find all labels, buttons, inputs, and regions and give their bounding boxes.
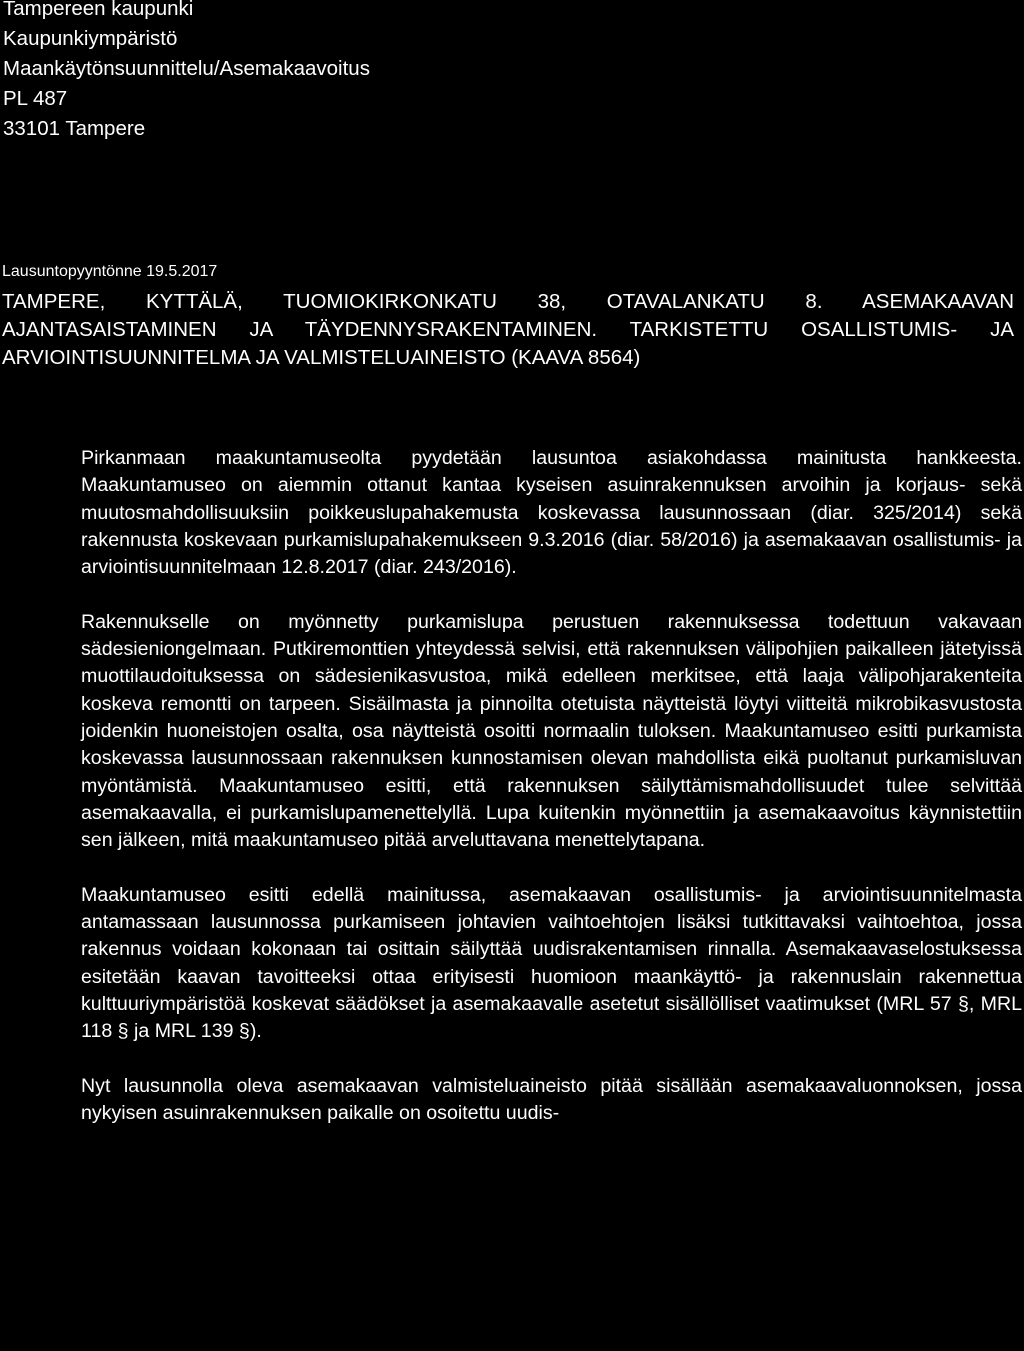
subject-title: TAMPERE, KYTTÄLÄ, TUOMIOKIRKONKATU 38, OTAVALANKATU 8. ASEMAKAAVAN AJANTASAISTAMINEN JA TÄYDENNYSRAKENTAMINEN. TARKISTETTU OSALLISTUMIS- JA ARVIOINTISUUNNITELMA JA VALMISTELUAINEISTO (KAAVA 8564) [2,290,1014,369]
address-line-organization: Tampereen kaupunki [3,0,194,20]
letter-body [81,445,1022,1155]
subject-block [2,261,1014,372]
recipient-address [3,0,370,144]
address-line-postal: 33101 Tampere [3,117,146,140]
request-reference: Lausuntopyyntönne 19.5.2017 [2,263,218,280]
body-paragraph: Rakennukselle on myönnetty purkamislupa perustuen rakennuksessa todettuun vakavaan sädesieniongelmaan. Putkiremonttien yhteydessä selvisi, että rakennuksen välipohjien paikalleen jätetyissä muottilaudoituksessa on sädesienikasvustoa, mikä edelleen merkitsee, että laaja välipohjarakenteita koskeva remontti on tarpeen. Sisäilmasta ja pinnoilta otetuista näytteistä löytyi viitteitä mikrobikasvustosta joidenkin huoneistojen osalta, osa näytteistä osoitti normaalin tuloksen. Maakuntamuseo esitti purkamista koskevassa lausunnossaan rakennuksen kunnostamisen olevan mahdollista eikä puoltanut purkamisluvan myöntämistä. Maakuntamuseo esitti, että rakennuksen säilyttämismahdollisuudet tulee selvittää asemakaavalla, ei purkamislupamenettelyllä. Lupa kuitenkin myönnettiin ja asemakaavoitus käynnistettiin sen jälkeen, mitä maakuntamuseo pitää arveluttavana menettelytapana. [81,610,1022,852]
body-paragraph: Pirkanmaan maakuntamuseolta pyydetään lausuntoa asiakohdassa mainitusta hankkeesta. Maakuntamuseo on aiemmin ottanut kantaa kyseisen asuinrakennuksen arvoihin ja korjaus- sekä muutosmahdollisuuksiin poikkeuslupahakemusta koskevassa lausunnossaan (diar. 325/2014) sekä rakennusta koskevaan purkamislupahakemukseen 9.3.2016 (diar. 58/2016) ja asemakaavan osallistumis- ja arviointisuunnitelmaan 12.8.2017 (diar. 243/2016). [81,447,1022,579]
address-line-po-box: PL 487 [3,87,68,110]
body-paragraph: Maakuntamuseo esitti edellä mainitussa, asemakaavan osallistumis- ja arviointisuunnitelmasta antamassaan lausunnossa purkamiseen johtavien vaihtoehtojen lisäksi tutkittavaksi vaihtoehtoa, jossa rakennus voidaan kokonaan tai osittain säilyttää uudisrakentamisen rinnalla. Asemakaavaselostuksessa esitetään kaavan tavoitteeksi ottaa erityisesti huomioon maankäyttö- ja rakennuslain rakennettua kulttuuriympäristöä koskevat säädökset ja asemakaavalle asetetut sisällölliset vaatimukset (MRL 57 §, MRL 118 § ja MRL 139 §). [81,883,1022,1043]
address-line-unit: Maankäytönsuunnittelu/Asemakaavoitus [3,57,370,80]
address-line-department: Kaupunkiympäristö [3,27,178,50]
body-paragraph: Nyt lausunnolla oleva asemakaavan valmisteluaineisto pitää sisällään asemakaavaluonnoksen, jossa nykyisen asuinrakennuksen paikalle on osoitettu uudis- [81,1074,1022,1125]
